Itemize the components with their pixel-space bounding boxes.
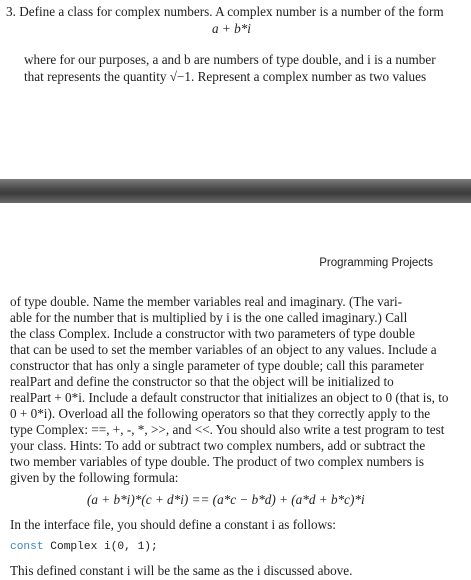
problem-line-3: that represents the quantity √−1. Represent a complex number as two values (24, 69, 427, 84)
body-line: given by the following formula: (10, 470, 179, 485)
final-line: This defined constant i will be the same as the i discussed above. (10, 563, 353, 578)
problem-number: 3. (6, 4, 16, 19)
page-top (0, 0, 471, 179)
page-separator (0, 179, 471, 203)
body-line: constructor that has only a single parameter of type double; call this parameter (10, 358, 424, 373)
body-line: two member variables of type double. The product of two complex numbers is (10, 454, 424, 469)
body-line: of type double. Name the member variables real and imaginary. (The vari- (10, 294, 403, 309)
interface-line: In the interface file, you should define a constant i as follows: (10, 517, 336, 532)
body-line: realPart + 0*i. Include a default constructor that initializes an object to 0 (that is, to (10, 390, 449, 405)
problem-intro: Define a class for complex numbers. A complex number is a number of the form (19, 4, 444, 19)
body-line: able for the number that is multiplied by i is the one called imaginary.) Call (10, 310, 408, 325)
body-line: the class Complex. Include a constructor with two parameters of type double (10, 326, 416, 341)
body-line: that can be used to set the member variables of an object to any values. Include a (10, 342, 437, 357)
code-rest: Complex i(0, 1); (43, 541, 158, 553)
body-line: realPart and define the constructor so that the object will be initialized to (10, 374, 394, 389)
code-keyword: const (10, 541, 44, 553)
page-bottom (0, 203, 471, 580)
product-formula: (a + b*i)*(c + d*i) == (a*c − b*d) + (a*d + b*c)*i (87, 492, 365, 507)
body-line: type Complex: ==, +, -, *, >>, and <<. You should also write a test program to test (10, 422, 445, 437)
problem-line-1 (6, 4, 444, 19)
problem-line-2: where for our purposes, a and b are numbers of type double, and i is a number (24, 52, 436, 67)
body-line: 0 + 0*i). Overload all the following operators so that they correctly apply to the (10, 406, 431, 421)
body-line: your class. Hints: To add or subtract two complex numbers, add or subtract the (10, 438, 426, 453)
running-header: Programming Projects (319, 257, 433, 269)
code-snippet (10, 540, 158, 555)
complex-form: a + b*i (212, 21, 251, 36)
